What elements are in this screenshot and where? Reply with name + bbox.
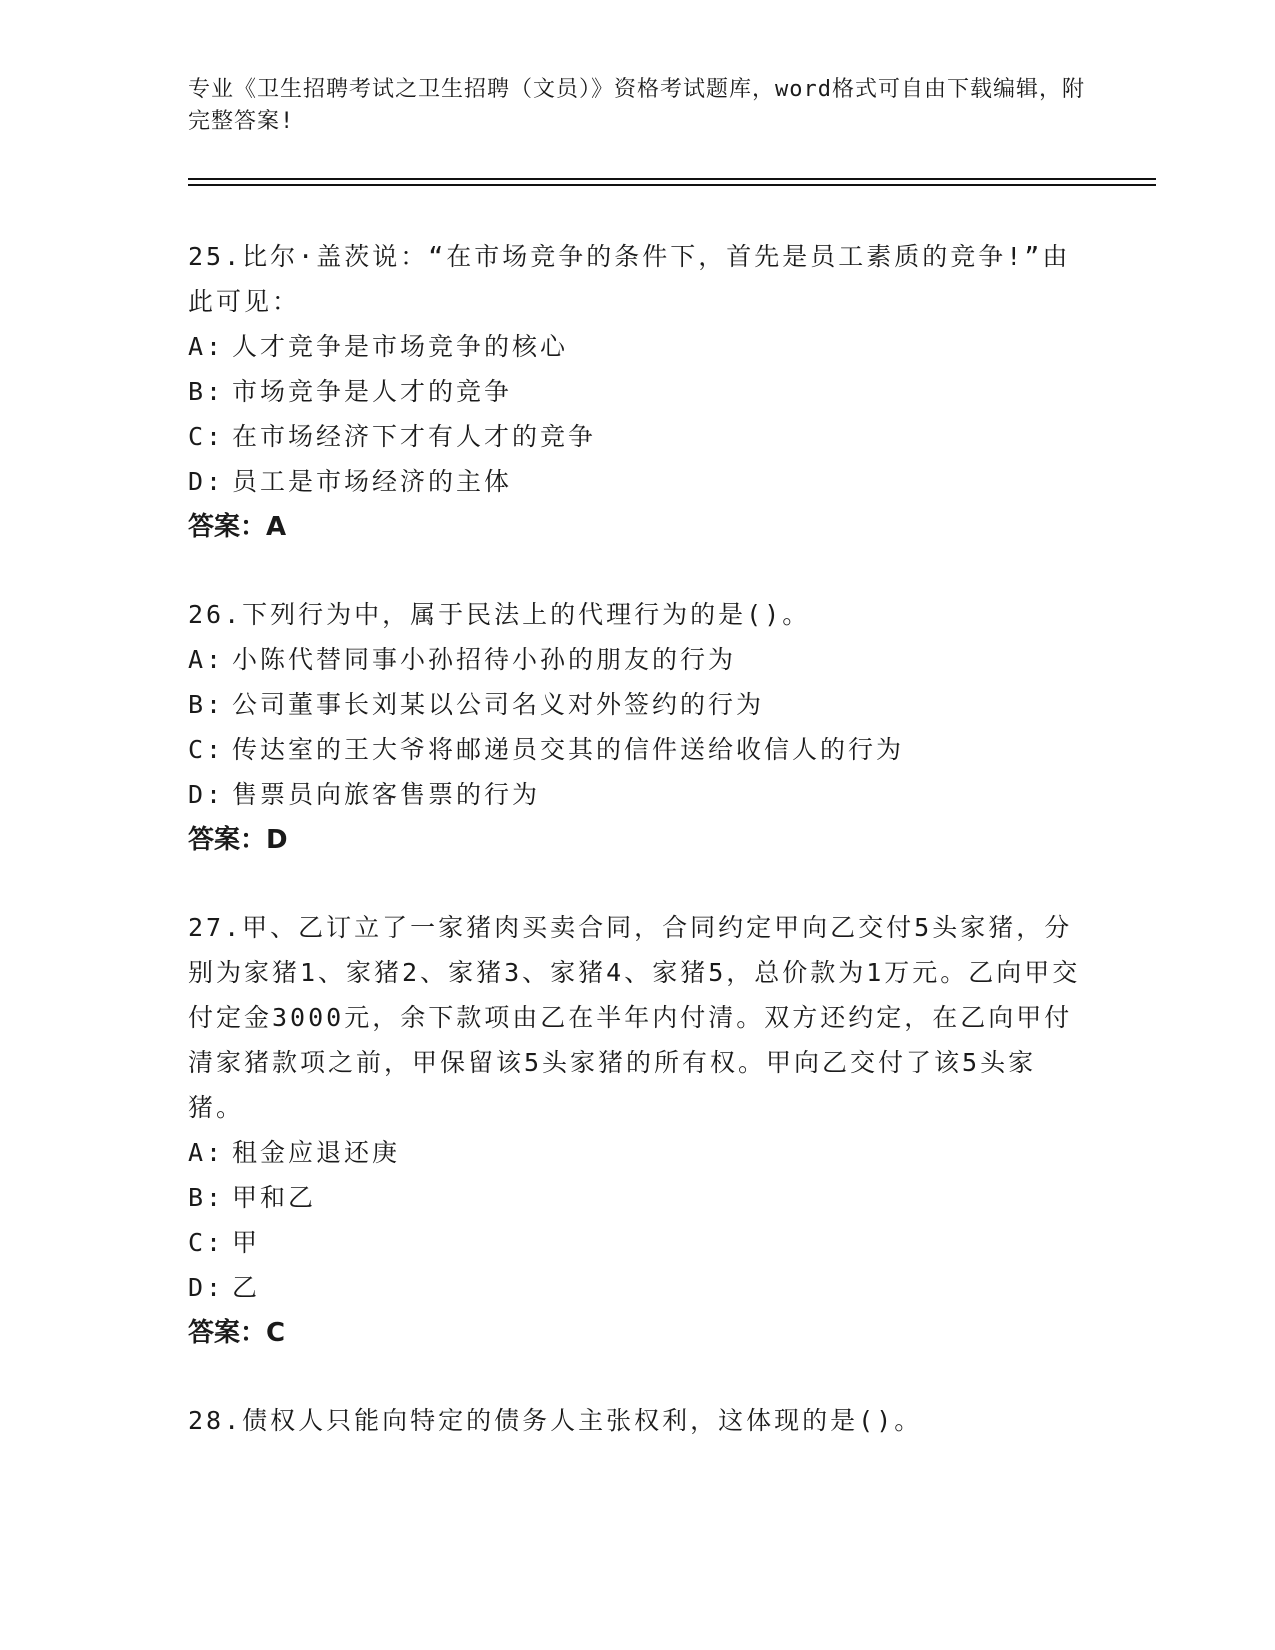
header-text: 专业《卫生招聘考试之卫生招聘（文员）》资格考试题库，word格式可自由下载编辑，附完整答案! [188,77,1085,134]
option-letter: A: [188,645,225,674]
option-c [188,414,1088,459]
option-text: 租金应退还庚 [232,1138,401,1167]
option-letter: A: [188,332,225,361]
option-a [188,1130,1088,1175]
header-rule-top [188,178,1156,180]
option-text: 小陈代替同事小孙招待小孙的朋友的行为 [232,645,737,674]
question-28 [188,1398,1088,1443]
question-stem: 28.债权人只能向特定的债务人主张权利，这体现的是()。 [188,1406,923,1435]
option-b [188,1175,1088,1220]
option-d [188,1265,1088,1310]
option-letter: A: [188,1138,225,1167]
option-letter: D: [188,780,225,809]
answer-label: 答案：A [188,512,287,542]
document-header [188,74,1088,138]
option-text: 在市场经济下才有人才的竞争 [232,422,597,451]
option-text: 甲和乙 [232,1183,317,1212]
option-letter: B: [188,1183,225,1212]
option-b [188,682,1088,727]
option-a [188,324,1088,369]
option-text: 员工是市场经济的主体 [232,467,513,496]
answer-label: 答案：D [188,825,288,855]
option-text: 甲 [232,1228,261,1257]
answer-label: 答案：C [188,1318,286,1348]
option-d [188,459,1088,504]
option-text: 传达室的王大爷将邮递员交其的信件送给收信人的行为 [232,735,905,764]
option-c [188,727,1088,772]
option-letter: D: [188,1273,225,1302]
option-a [188,637,1088,682]
option-c [188,1220,1088,1265]
option-letter: B: [188,690,225,719]
question-stem: 27.甲、乙订立了一家猪肉买卖合同，合同约定甲向乙交付5头家猪，分别为家猪1、家猪2、家猪3、家猪4、家猪5，总价款为1万元。乙向甲交付定金3000元，余下款项由乙在半年内付清。双方还约定，在乙向甲付清家猪款项之前，甲保留该5头家猪的所有权。甲向乙交付了该5头家猪。 [188,913,1081,1122]
option-text: 公司董事长刘某以公司名义对外签约的行为 [232,690,765,719]
question-list [188,234,1088,1485]
option-text: 人才竞争是市场竞争的核心 [232,332,569,361]
option-b [188,369,1088,414]
option-letter: C: [188,1228,225,1257]
option-text: 市场竞争是人才的竞争 [232,377,513,406]
option-letter: D: [188,467,225,496]
question-25 [188,234,1088,550]
option-letter: B: [188,377,225,406]
option-d [188,772,1088,817]
question-27 [188,905,1088,1356]
option-text: 乙 [232,1273,261,1302]
question-26 [188,592,1088,863]
option-letter: C: [188,422,225,451]
header-rule-bottom [188,184,1156,186]
option-letter: C: [188,735,225,764]
question-stem: 26.下列行为中，属于民法上的代理行为的是()。 [188,600,811,629]
option-text: 售票员向旅客售票的行为 [232,780,541,809]
question-stem: 25.比尔·盖茨说：“在市场竞争的条件下，首先是员工素质的竞争!”由此可见： [188,242,1071,316]
